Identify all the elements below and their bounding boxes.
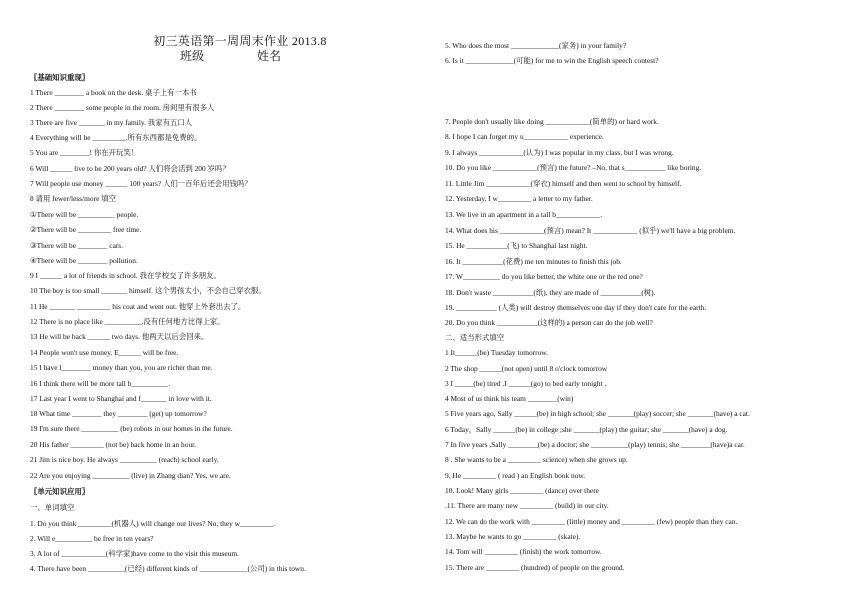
right-line: 13. Maybe he wants to go _________ (skate). (445, 532, 581, 541)
right-line: 5 Five years ago, Sally ______(be) in high school; she _______(play) soccer; she _______(have) a cat. (445, 409, 750, 418)
right-line: 6 Today，Sally ______(be) in college ;she _______(play) the guitar; she _______(have) a dog. (445, 425, 728, 434)
left-line: 7 Will people use money ______ 100 years? 人们一百年后还会用钱吗？ (30, 179, 252, 188)
right-line: 12. We can do the work with _________ (little) money and _________ (few) people than they can. (445, 517, 738, 526)
right-line: 9. I always ____________(认为) I was popular in my class, but I was wrong. (445, 148, 674, 157)
left-line: 13 He will be back ______ two days. 他两天以后会回来。 (30, 332, 209, 341)
right-line: 8 . She wants to be a _________ science) when she grows up. (445, 455, 628, 464)
left-line: 20 His father _________ (not be) back home in an hour. (30, 440, 197, 449)
left-line: 17 Last year I went to Shanghai and f_______ in love with it. (30, 394, 212, 403)
right-line: 14. Tom will _________ (finish) the work tomorrow. (445, 547, 602, 556)
right-line: 17. W__________ do you like better, the white one or the red one? (445, 272, 643, 281)
page-title: 初三英语第一周周末作业 2013.8 (153, 34, 327, 48)
right-line: 15. There are _________ (hundred) of people on the ground. (445, 563, 625, 572)
right-line: 16. It ___________(花费) me ten minutes to finish this job. (445, 257, 622, 266)
left-line: 1 There ________ a book on the desk. 桌子上有一本书 (30, 88, 197, 97)
left-line: ①There will be __________ people. (30, 210, 139, 219)
right-line: 12. Yesterday, I w_________ a letter to my father. (445, 194, 593, 203)
right-line: 11. Little Jim ____________(穿衣) himself and then went to school by himself. (445, 179, 682, 188)
left-line: 6 Will ______ live to be 200 years old? 人们将会活到 200 岁吗？ (30, 164, 230, 173)
right-line: 2 The shop ______(not open) until 8 o'clock tomorrow (445, 364, 608, 373)
left-line: ④There will be ________ pollution. (30, 256, 138, 265)
right-line: 8. I hope I can forget my u____________ experience. (445, 132, 604, 141)
right-line: 13. We live in an apartment in a tall b____________. (445, 210, 603, 219)
left-line: 〖基础知识重现〗 (30, 73, 90, 82)
right-line: 7 In five years ,Sally ________(be) a doctor; she __________(play) tennis; she ________(have)a car. (445, 440, 745, 449)
left-line: 21 Jim is nice boy. He always __________ (reach) school early. (30, 455, 219, 464)
right-line: 15. He ___________(飞) to Shanghai last night. (445, 241, 588, 250)
left-line: 11 He _______ _________ his coat and went out. 他穿上外套出去了。 (30, 302, 246, 311)
left-line: 〖单元知识应用〗 (30, 487, 90, 496)
page-subtitle (180, 47, 281, 64)
left-line: ②There will be _________ free time. (30, 225, 142, 234)
right-line: 20. Do you think ___________(这样的) a person can do the job well? (445, 318, 653, 327)
left-line: 16 I think there will be more tall b__________. (30, 379, 171, 388)
left-line: 5 You are ________! 你在开玩笑！ (30, 148, 139, 157)
right-line: 3 I _____(be) tired .I ______(go) to bed early tonight . (445, 379, 607, 388)
right-line: 4 Most of us think his team ________(win) (445, 394, 574, 403)
right-line: 10. Do you like ____________(预言) the future? –No, that s___________ like boring. (445, 163, 702, 172)
left-line: 1. Do you think _________(机器人) will change our lives? No, they w_________. (30, 519, 276, 528)
right-line: 5. Who does the most _____________(家务) in your family? (445, 41, 627, 50)
name-label: 姓名 (257, 49, 282, 63)
left-line: 15 I have l________ money than you, you are richer than me. (30, 363, 213, 372)
right-line: 7. People don't usually like doing ____________(简单的) or hard work. (445, 117, 659, 126)
left-line: 22 Are you enjoying __________ (live) in Zhang dian? Yes, we are. (30, 471, 231, 480)
left-line: 3. A lot of ____________(科学家)have come to the visit this museum. (30, 549, 239, 558)
left-line: 3 There are five _______ in my family. 我家有五口人 (30, 118, 193, 127)
right-line: 9. He _________ ( read ) an English book now. (445, 471, 586, 480)
class-label: 班级 (180, 49, 205, 63)
left-line: 14 People won't use money. E______ will be free. (30, 348, 179, 357)
right-line: 1 It______(be) Tuesday tomorrow. (445, 348, 548, 357)
left-line: 2 There ________ some people in the room. 房间里有很多人 (30, 103, 215, 112)
right-line: 14. What does his ____________(预言) mean? It ____________ (似乎) we'll have a big problem. (445, 226, 736, 235)
left-line: 18 What time ________ they ________ (get) up tomorrow? (30, 409, 207, 418)
left-line: 4. There have been __________(已经) different kinds of _____________(公司) in this town. (30, 564, 306, 573)
left-line: 9 I ______ a lot of friends in school. 我在学校交了许多朋友。 (30, 271, 221, 280)
left-line: 4 Everything will be _________.所有东西都是免费的。 (30, 133, 202, 142)
right-line: 19. ___________ (人类) will destroy themselves one day if they don't care for the earth. (445, 303, 707, 312)
left-line: 一、单词填空 (30, 503, 75, 512)
right-line: 二、适当形式填空 (445, 333, 505, 342)
left-line: 10 The boy is too small _______ himself. 这个男孩太小，不会自己穿衣服。 (30, 286, 266, 295)
right-line: 10. Look! Many girls _________ (dance) over there (445, 486, 599, 495)
left-line: 19 I'm sure there __________ (be) robots in our homes in the future. (30, 424, 233, 433)
left-line: 12 There is no place like __________.没有任何地方比得上家。 (30, 317, 225, 326)
right-line: 6. Is it _____________(可能) for me to win the English speech contest? (445, 56, 659, 65)
left-line: 2. Will e__________ be free in ten years? (30, 534, 154, 543)
right-line: 18. Don't waste ___________(纸), they are made of ___________(树). (445, 288, 656, 297)
left-line: 8 请用 fewer/less/more 填空 (30, 194, 116, 203)
right-line: .11. There are many new _________ (build) in our city. (445, 501, 609, 510)
left-line: ③There will be ________ cars. (30, 241, 124, 250)
